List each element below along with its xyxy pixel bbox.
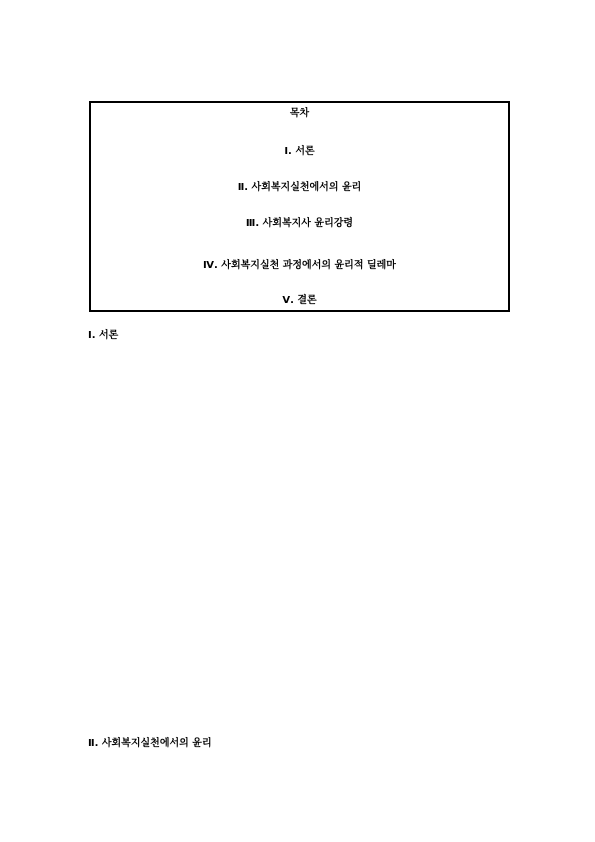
text-line bbox=[85, 522, 510, 544]
text-line bbox=[85, 618, 510, 640]
text-line bbox=[85, 435, 510, 457]
text-line bbox=[85, 544, 510, 566]
section-heading: Ⅰ. 서론 bbox=[88, 330, 119, 341]
toc-item: Ⅲ. 사회복지사 윤리강령 bbox=[245, 218, 354, 229]
text-line bbox=[85, 661, 510, 683]
text-line bbox=[85, 413, 510, 435]
text-line bbox=[85, 596, 510, 618]
text-line bbox=[85, 348, 510, 370]
text-line bbox=[85, 705, 510, 727]
toc-item: Ⅱ. 사회복지실천에서의 윤리 bbox=[237, 182, 362, 193]
table-of-contents-box bbox=[89, 101, 510, 312]
body-paragraph bbox=[85, 348, 510, 631]
text-line bbox=[85, 501, 510, 523]
text-line bbox=[85, 479, 510, 501]
section-heading: Ⅱ. 사회복지실천에서의 윤리 bbox=[88, 738, 212, 749]
toc-item: Ⅴ. 결론 bbox=[282, 295, 317, 306]
text-line bbox=[85, 566, 510, 588]
toc-title: 목차 bbox=[289, 108, 310, 119]
text-line bbox=[85, 392, 510, 414]
text-line bbox=[85, 640, 510, 662]
text-line bbox=[85, 370, 510, 392]
body-paragraph bbox=[85, 596, 510, 727]
text-line bbox=[85, 457, 510, 479]
toc-item: Ⅳ. 사회복지실천 과정에서의 윤리적 딜레마 bbox=[203, 260, 396, 271]
toc-item: Ⅰ. 서론 bbox=[284, 146, 315, 157]
text-line bbox=[85, 683, 510, 705]
